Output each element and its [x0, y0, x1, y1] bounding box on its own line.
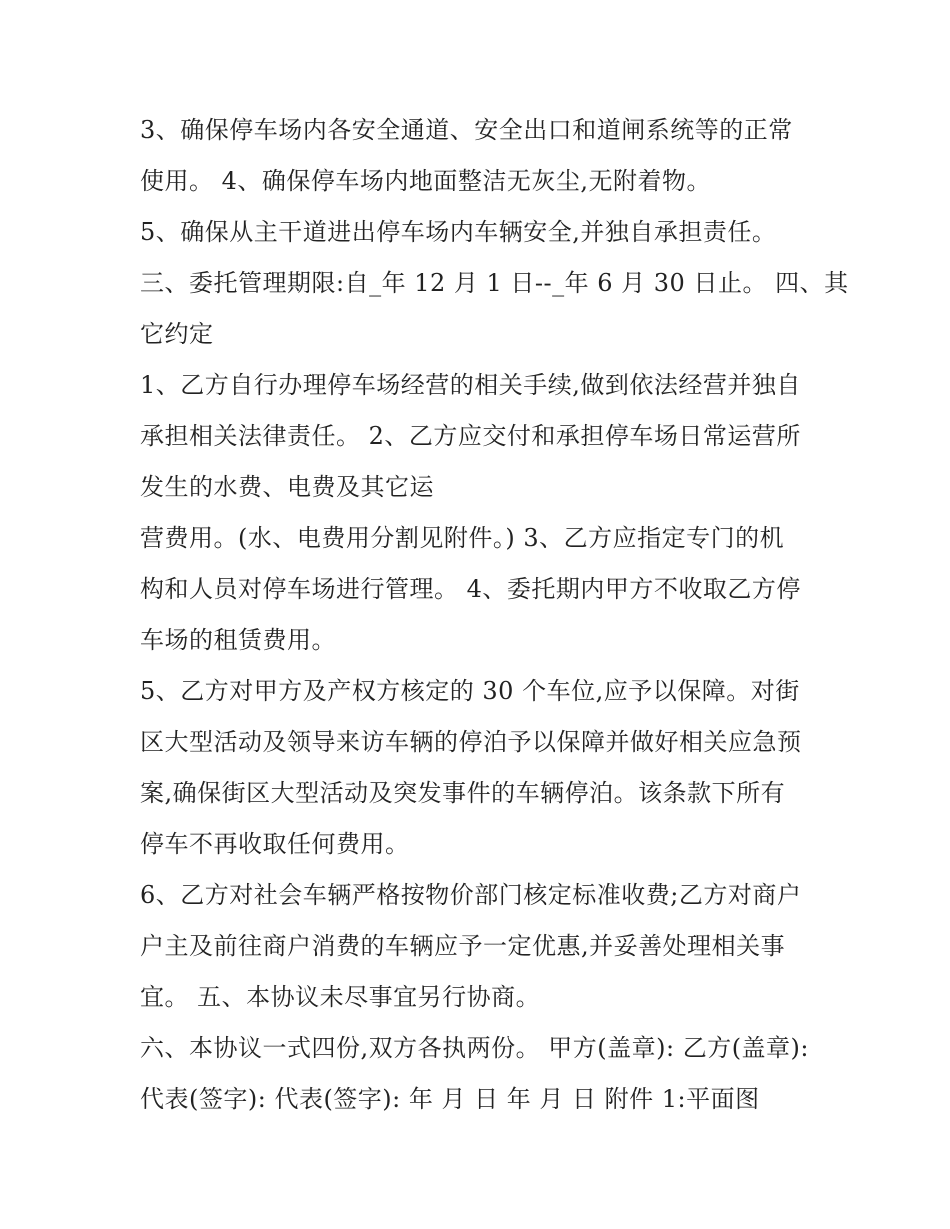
text-line: 1、乙方自行办理停车场经营的相关手续,做到依法经营并独自 — [140, 371, 801, 399]
text-line: 停车不再收取任何费用。 — [140, 830, 410, 858]
text-line: 宜。 五、本协议未尽事宜另行协商。 — [140, 983, 541, 1011]
text-line: 六、本协议一式四份,双方各执两份。 甲方(盖章): 乙方(盖章): — [140, 1034, 810, 1062]
text-line: 户主及前往商户消费的车辆应予一定优惠,并妥善处理相关事 — [140, 932, 786, 960]
text-line: 构和人员对停车场进行管理。 4、委托期内甲方不收取乙方停 — [140, 575, 801, 603]
text-line: 营费用。(水、电费用分割见附件。) 3、乙方应指定专门的机 — [140, 524, 785, 552]
text-line: 它约定 — [140, 320, 214, 348]
text-line: 承担相关法律责任。 2、乙方应交付和承担停车场日常运营所 — [140, 422, 801, 450]
text-line: 案,确保街区大型活动及突发事件的车辆停泊。该条款下所有 — [140, 779, 786, 807]
text-line: 车场的租赁费用。 — [140, 626, 336, 654]
text-line: 6、乙方对社会车辆严格按物价部门核定标准收费;乙方对商户 — [140, 881, 802, 909]
text-line: 三、委托管理期限:自_年 12 月 1 日--_年 6 月 30 日止。 四、其 — [140, 269, 849, 297]
text-line: 使用。 4、确保停车场内地面整洁无灰尘,无附着物。 — [140, 167, 712, 195]
document-body — [140, 105, 849, 1125]
text-line: 区大型活动及领导来访车辆的停泊予以保障并做好相关应急预 — [140, 728, 802, 756]
text-line: 发生的水费、电费及其它运 — [140, 473, 434, 501]
text-line: 5、乙方对甲方及产权方核定的 30 个车位,应予以保障。对街 — [140, 677, 800, 705]
text-line: 5、确保从主干道进出停车场内车辆安全,并独自承担责任。 — [140, 218, 777, 246]
text-line: 3、确保停车场内各安全通道、安全出口和道闸系统等的正常 — [140, 116, 793, 144]
text-line: 代表(签字): 代表(签字): 年 月 日 年 月 日 附件 1:平面图 — [140, 1085, 760, 1113]
